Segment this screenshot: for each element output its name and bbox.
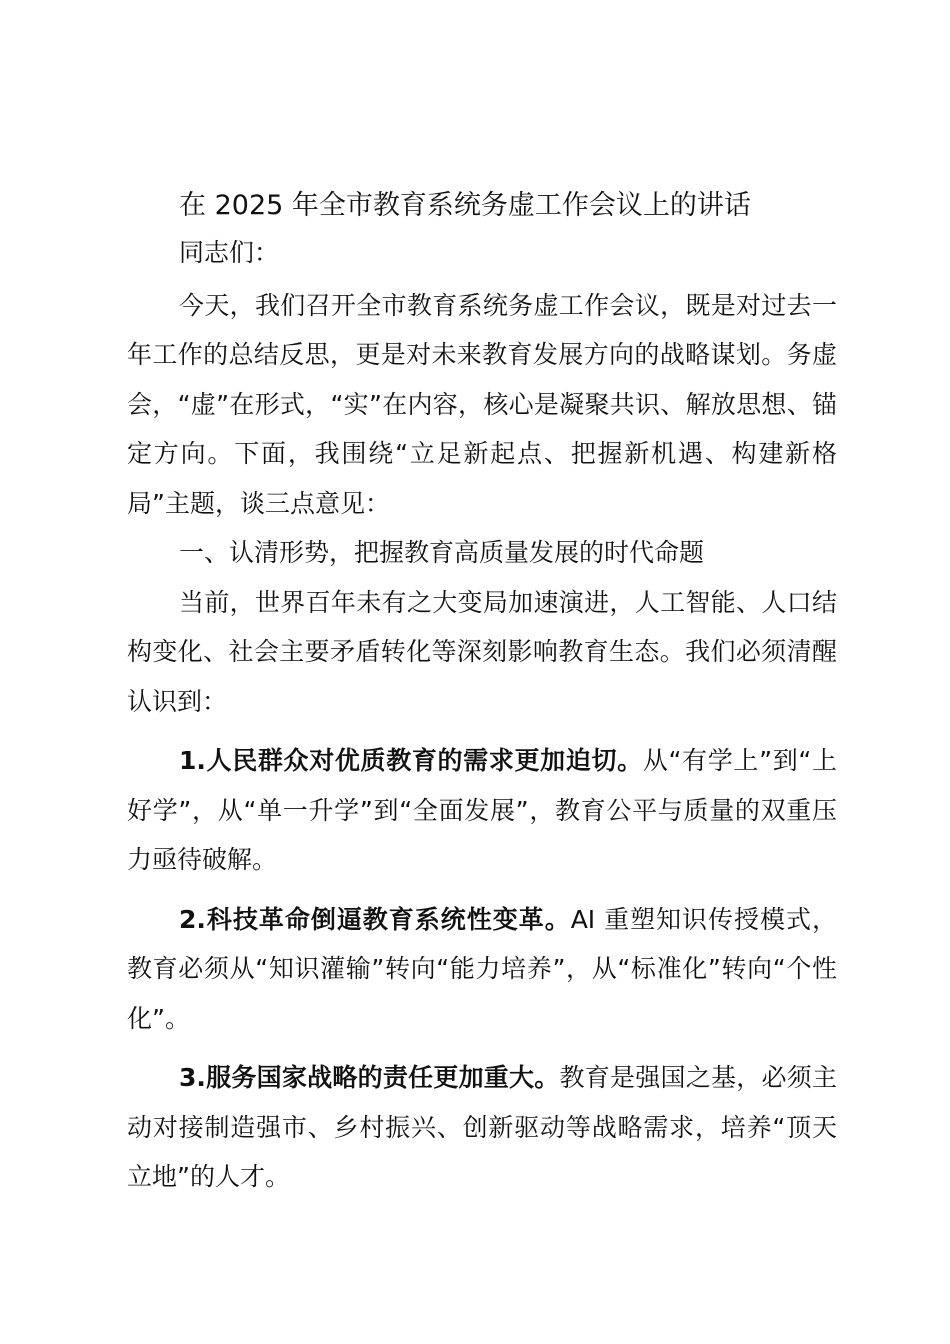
section-1-paragraph: 当前，世界百年未有之大变局加速演进，人工智能、人口结构变化、社会主要矛盾转化等深刻影响教育生态。我们必须清醒认识到： [127, 587, 837, 716]
point-3-paragraph [127, 1053, 837, 1202]
point-3-text: 教育是强国之基，必须主动对接制造强市、乡村振兴、创新驱动等战略需求，培养“顶天立地”的人才。 [127, 1063, 837, 1191]
section-heading-1: 一、认清形势，把握教育高质量发展的时代命题 [179, 538, 705, 567]
greeting: 同志们： [179, 238, 280, 267]
point-1-text: 从“有学上”到“上好学”，从“单一升学”到“全面发展”，教育公平与质量的双重压力亟待破解。 [127, 746, 837, 874]
point-2-paragraph [127, 895, 837, 1044]
point-1-lead: 1.人民群众对优质教育的需求更加迫切。 [179, 746, 643, 775]
intro-paragraph: 今天，我们召开全市教育系统务虚工作会议，既是对过去一年工作的总结反思，更是对未来教育发展方向的战略谋划。务虚会，“虚”在形式，“实”在内容，核心是凝聚共识、解放思想、锚定方向。下面，我围绕“立足新起点、把握新机遇、构建新格局”主题，谈三点意见： [127, 290, 837, 518]
point-3-lead: 3.服务国家战略的责任更加重大。 [179, 1063, 560, 1092]
point-2-text: AI 重塑知识传授模式，教育必须从“知识灌输”转向“能力培养”，从“标准化”转向“个性化”。 [127, 904, 837, 1033]
document-body [127, 184, 837, 1202]
point-1-paragraph [127, 736, 837, 885]
document-title: 在 2025 年全市教育系统务虚工作会议上的讲话 [179, 190, 751, 221]
point-2-lead: 2.科技革命倒逼教育系统性变革。 [179, 904, 571, 934]
